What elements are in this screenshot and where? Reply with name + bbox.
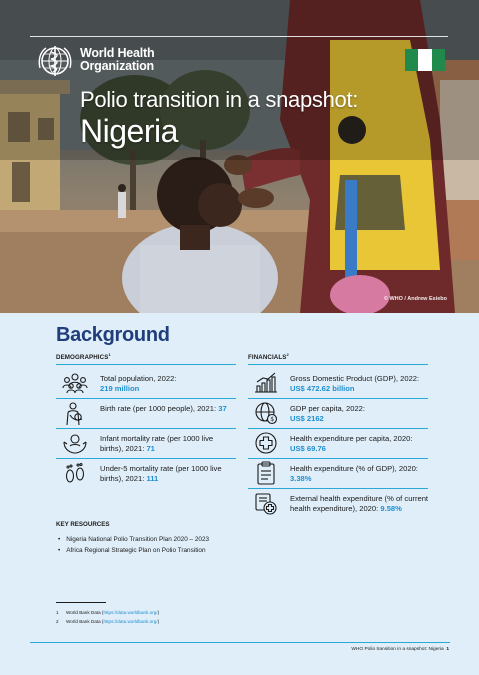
divider [56, 398, 236, 399]
stat-health-exp-per-capita: Health expenditure per capita, 2020: US$ 69.76 [290, 434, 413, 453]
stat-value: US$ 472.62 billion [290, 384, 355, 393]
stat-gdp-per-capita: GDP per capita, 2022: US$ 2162 [290, 404, 365, 423]
footer [351, 647, 449, 652]
nigeria-flag-icon [405, 49, 445, 71]
stat-value: 3.38% [290, 474, 312, 483]
hero-photo [0, 0, 479, 313]
medical-cross-icon [254, 431, 278, 455]
key-resource-link[interactable]: • Africa Regional Strategic Plan on Polio Transition [58, 547, 206, 554]
stat-birth-rate: Birth rate (per 1000 people), 2021: 37 [100, 404, 227, 413]
stat-value: US$ 2162 [290, 414, 324, 423]
stat-value: 9.58% [380, 504, 402, 513]
key-resource-link[interactable]: • Nigeria National Polio Transition Plan 2020 – 2023 [58, 536, 209, 543]
who-emblem-icon [36, 42, 74, 80]
clipboard-icon [256, 461, 276, 485]
demographics-heading: DEMOGRAPHICS$^1$ [56, 352, 111, 362]
divider [248, 428, 428, 429]
hero-top-rule [30, 36, 448, 37]
stat-value: 71 [146, 444, 155, 453]
section-title: Background [56, 324, 170, 346]
org-line-1: World Health [80, 46, 155, 60]
first-aid-kit-icon [254, 491, 278, 515]
page-number: 1 [446, 647, 449, 652]
divider [248, 398, 428, 399]
key-resources-heading: KEY RESOURCES [56, 521, 110, 528]
photo-credit: © WHO / Andrew Esiebo [383, 296, 447, 302]
stat-value: 37 [218, 404, 227, 413]
people-group-icon [62, 372, 88, 394]
infant-hands-icon [62, 432, 88, 456]
stat-value: US$ 69.76 [290, 444, 326, 453]
globe-money-icon [254, 401, 278, 425]
stat-value: 219 million [100, 384, 140, 393]
footprints-icon [64, 462, 86, 486]
who-name [80, 47, 154, 73]
footnote-1: 1 World Bank Data (https://data.worldbank.org/) [56, 610, 160, 615]
svg-text:$: $ [270, 416, 275, 424]
footnote-2: 2 World Bank Data (https://data.worldbank.org/) [56, 619, 160, 624]
stat-total-population: Total population, 2022: 219 million [100, 374, 177, 393]
stat-health-exp-gdp: Health expenditure (% of GDP), 2020: 3.38% [290, 464, 418, 483]
financials-rule [248, 364, 428, 365]
divider [56, 428, 236, 429]
divider [248, 458, 428, 459]
footer-rule [30, 642, 450, 643]
bar-chart-icon [254, 372, 278, 394]
stat-value: 111 [146, 474, 159, 483]
page-title: Polio transition in a snapshot: [80, 87, 359, 112]
country-title: Nigeria [80, 113, 178, 149]
divider [248, 488, 428, 489]
footnote-rule [56, 602, 106, 603]
stat-under5-mortality: Under-5 mortality rate (per 1000 live births), 2021: 111 [100, 464, 222, 483]
footnote-link[interactable]: https://data.worldbank.org/ [103, 619, 158, 624]
demographics-rule [56, 364, 236, 365]
org-line-2: Organization [80, 59, 154, 73]
stat-external-health-exp: External health expenditure (% of current health expenditure), 2020: 9.58% [290, 494, 429, 513]
stat-gdp: Gross Domestic Product (GDP), 2022: US$ 472.62 billion [290, 374, 420, 393]
footnote-link[interactable]: https://data.worldbank.org/ [103, 610, 158, 615]
stat-infant-mortality: Infant mortality rate (per 1000 live births), 2021: 71 [100, 434, 214, 453]
financials-heading: FINANCIALS$^2$ [248, 352, 289, 362]
footer-title: WHO Polio transition in a snapshot: Nigeria [351, 647, 444, 652]
mother-baby-icon [64, 402, 86, 426]
divider [56, 458, 236, 459]
